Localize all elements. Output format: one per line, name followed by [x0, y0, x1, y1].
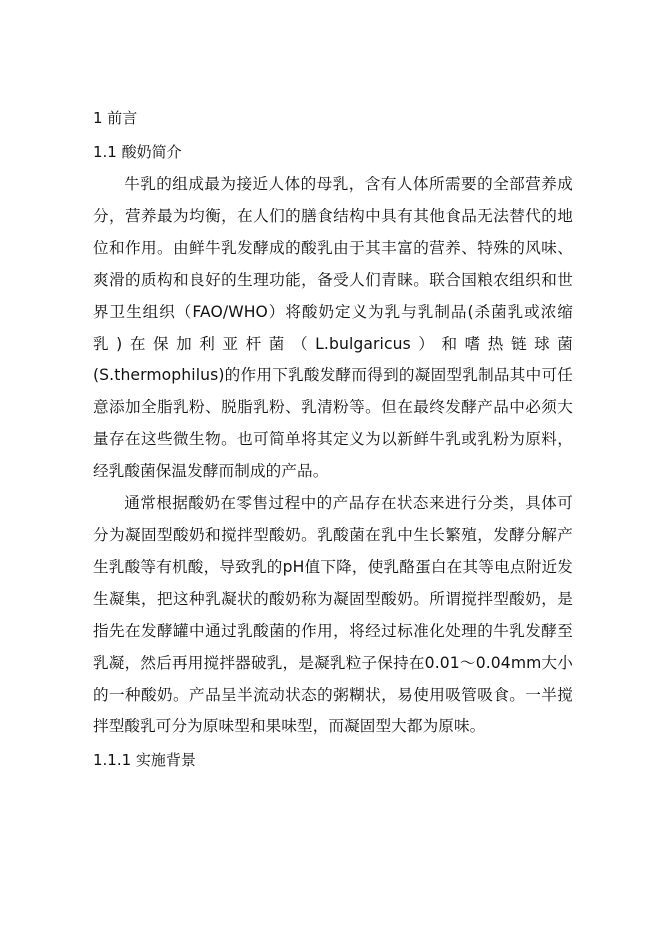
- section-heading-1: 1 前言: [93, 109, 138, 127]
- section-heading-1-1-1: 1.1.1 实施背景: [93, 751, 196, 770]
- section-heading-1-1: 1.1 酸奶简介: [93, 143, 182, 161]
- body-paragraph-1: 牛乳的组成最为接近人体的母乳，含有人体所需要的全部营养成分，营养最为均衡，在人们的膳食结构中具有其他食品无法替代的地位和作用。由鲜牛乳发酵成的酸乳由于其丰富的营养、特殊的风味、爽滑的质构和良好的生理功能，备受人们青睐。联合国粮农组织和世界卫生组织（FAO/WHO）将酸奶定义为乳与乳制品(杀菌乳或浓缩乳)在保加利亚杆菌（L.bulgaricus）和嗜热链球菌(S.thermophilus)的作用下乳酸发酵而得到的凝固型乳制品其中可任意添加全脂乳粉、脱脂乳粉、乳清粉等。但在最终发酵产品中必须大量存在这些微生物。也可简单将其定义为以新鲜牛乳或乳粉为原料，经乳酸菌保温发酵而制成的产品。: [93, 175, 573, 481]
- document-body: [93, 101, 573, 777]
- body-paragraph-2: 通常根据酸奶在零售过程中的产品存在状态来进行分类，具体可分为凝固型酸奶和搅拌型酸奶。乳酸菌在乳中生长繁殖，发酵分解产生乳酸等有机酸，导致乳的pH值下降，使乳酪蛋白在其等电点附近发生凝集，把这种乳凝状的酸奶称为凝固型酸奶。所谓搅拌型酸奶，是指先在发酵罐中通过乳酸菌的作用，将经过标准化处理的牛乳发酵至乳凝，然后再用搅拌器破乳，是凝乳粒子保持在0.01～0.04mm大小的一种酸奶。产品呈半流动状态的粥糊状，易使用吸管吸食。一半搅拌型酸乳可分为原味型和果味型，而凝固型大都为原味。: [93, 494, 573, 736]
